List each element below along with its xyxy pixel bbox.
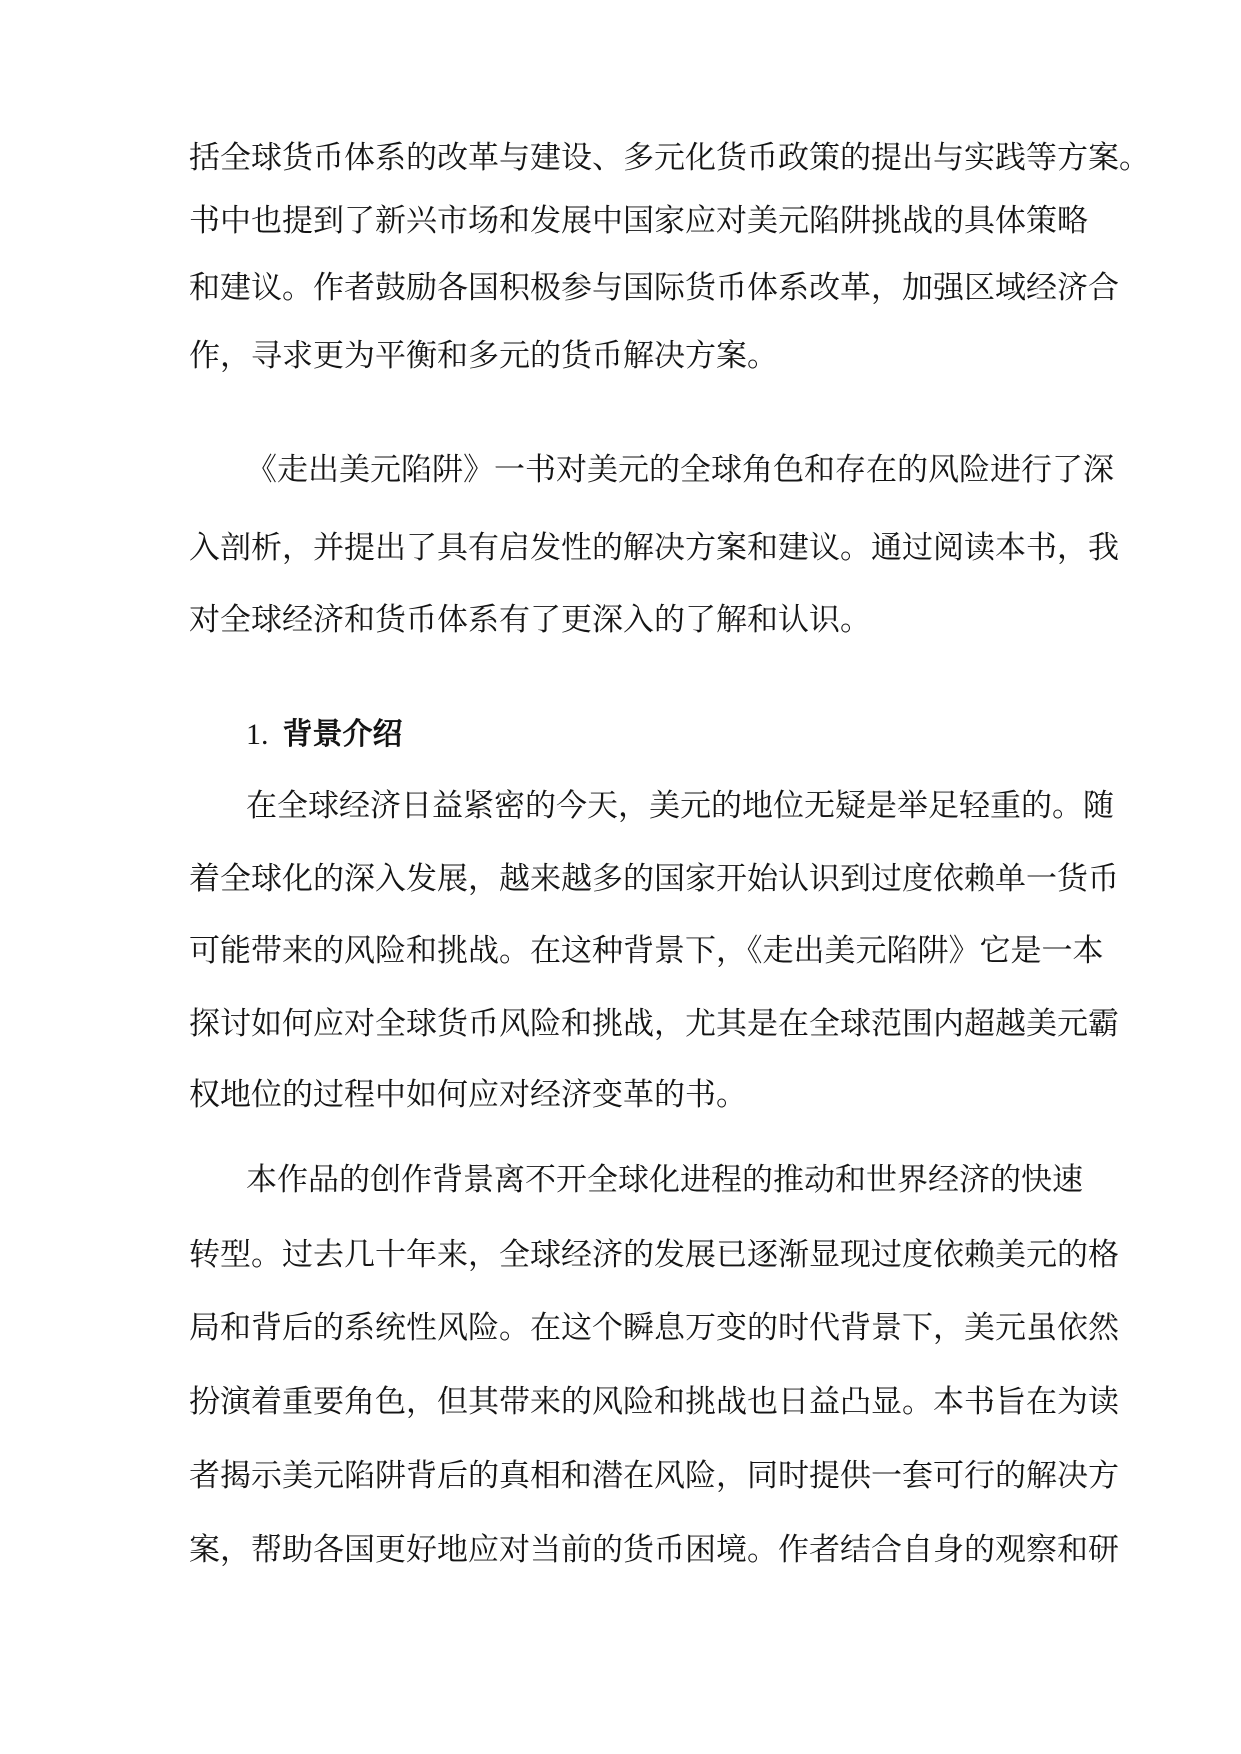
text-line: 着全球化的深入发展，越来越多的国家开始认识到过度依赖单一货币	[189, 861, 1119, 897]
text-line: 权地位的过程中如何应对经济变革的书。	[189, 1077, 747, 1113]
section-title: 背景介绍	[282, 717, 403, 752]
text-line: 入剖析，并提出了具有启发性的解决方案和建议。通过阅读本书，我	[189, 530, 1119, 566]
text-line: 和建议。作者鼓励各国积极参与国际货币体系改革，加强区域经济合	[189, 270, 1119, 306]
section-number: 1.	[246, 718, 269, 751]
text-line: 案，帮助各国更好地应对当前的货币困境。作者结合自身的观察和研	[189, 1532, 1119, 1568]
text-line: 本作品的创作背景离不开全球化进程的推动和世界经济的快速	[246, 1162, 1083, 1198]
text-line: 作，寻求更为平衡和多元的货币解决方案。	[189, 338, 778, 374]
text-line: 者揭示美元陷阱背后的真相和潜在风险，同时提供一套可行的解决方	[189, 1458, 1119, 1494]
text-line: 在全球经济日益紧密的今天，美元的地位无疑是举足轻重的。随	[246, 788, 1114, 824]
text-line: 探讨如何应对全球货币风险和挑战，尤其是在全球范围内超越美元霸	[189, 1006, 1119, 1042]
section-heading	[246, 715, 403, 755]
text-line: 扮演着重要角色，但其带来的风险和挑战也日益凸显。本书旨在为读	[189, 1384, 1119, 1420]
text-line: 括全球货币体系的改革与建设、多元化货币政策的提出与实践等方案。	[189, 140, 1150, 176]
text-line: 转型。过去几十年来，全球经济的发展已逐渐显现过度依赖美元的格	[189, 1237, 1119, 1273]
text-line: 对全球经济和货币体系有了更深入的了解和认识。	[189, 602, 871, 638]
text-line: 可能带来的风险和挑战。在这种背景下，《走出美元陷阱》它是一本	[189, 933, 1104, 969]
text-line: 《走出美元陷阱》一书对美元的全球角色和存在的风险进行了深	[246, 452, 1114, 488]
text-line: 书中也提到了新兴市场和发展中国家应对美元陷阱挑战的具体策略	[189, 203, 1088, 239]
text-line: 局和背后的系统性风险。在这个瞬息万变的时代背景下，美元虽依然	[189, 1310, 1119, 1346]
